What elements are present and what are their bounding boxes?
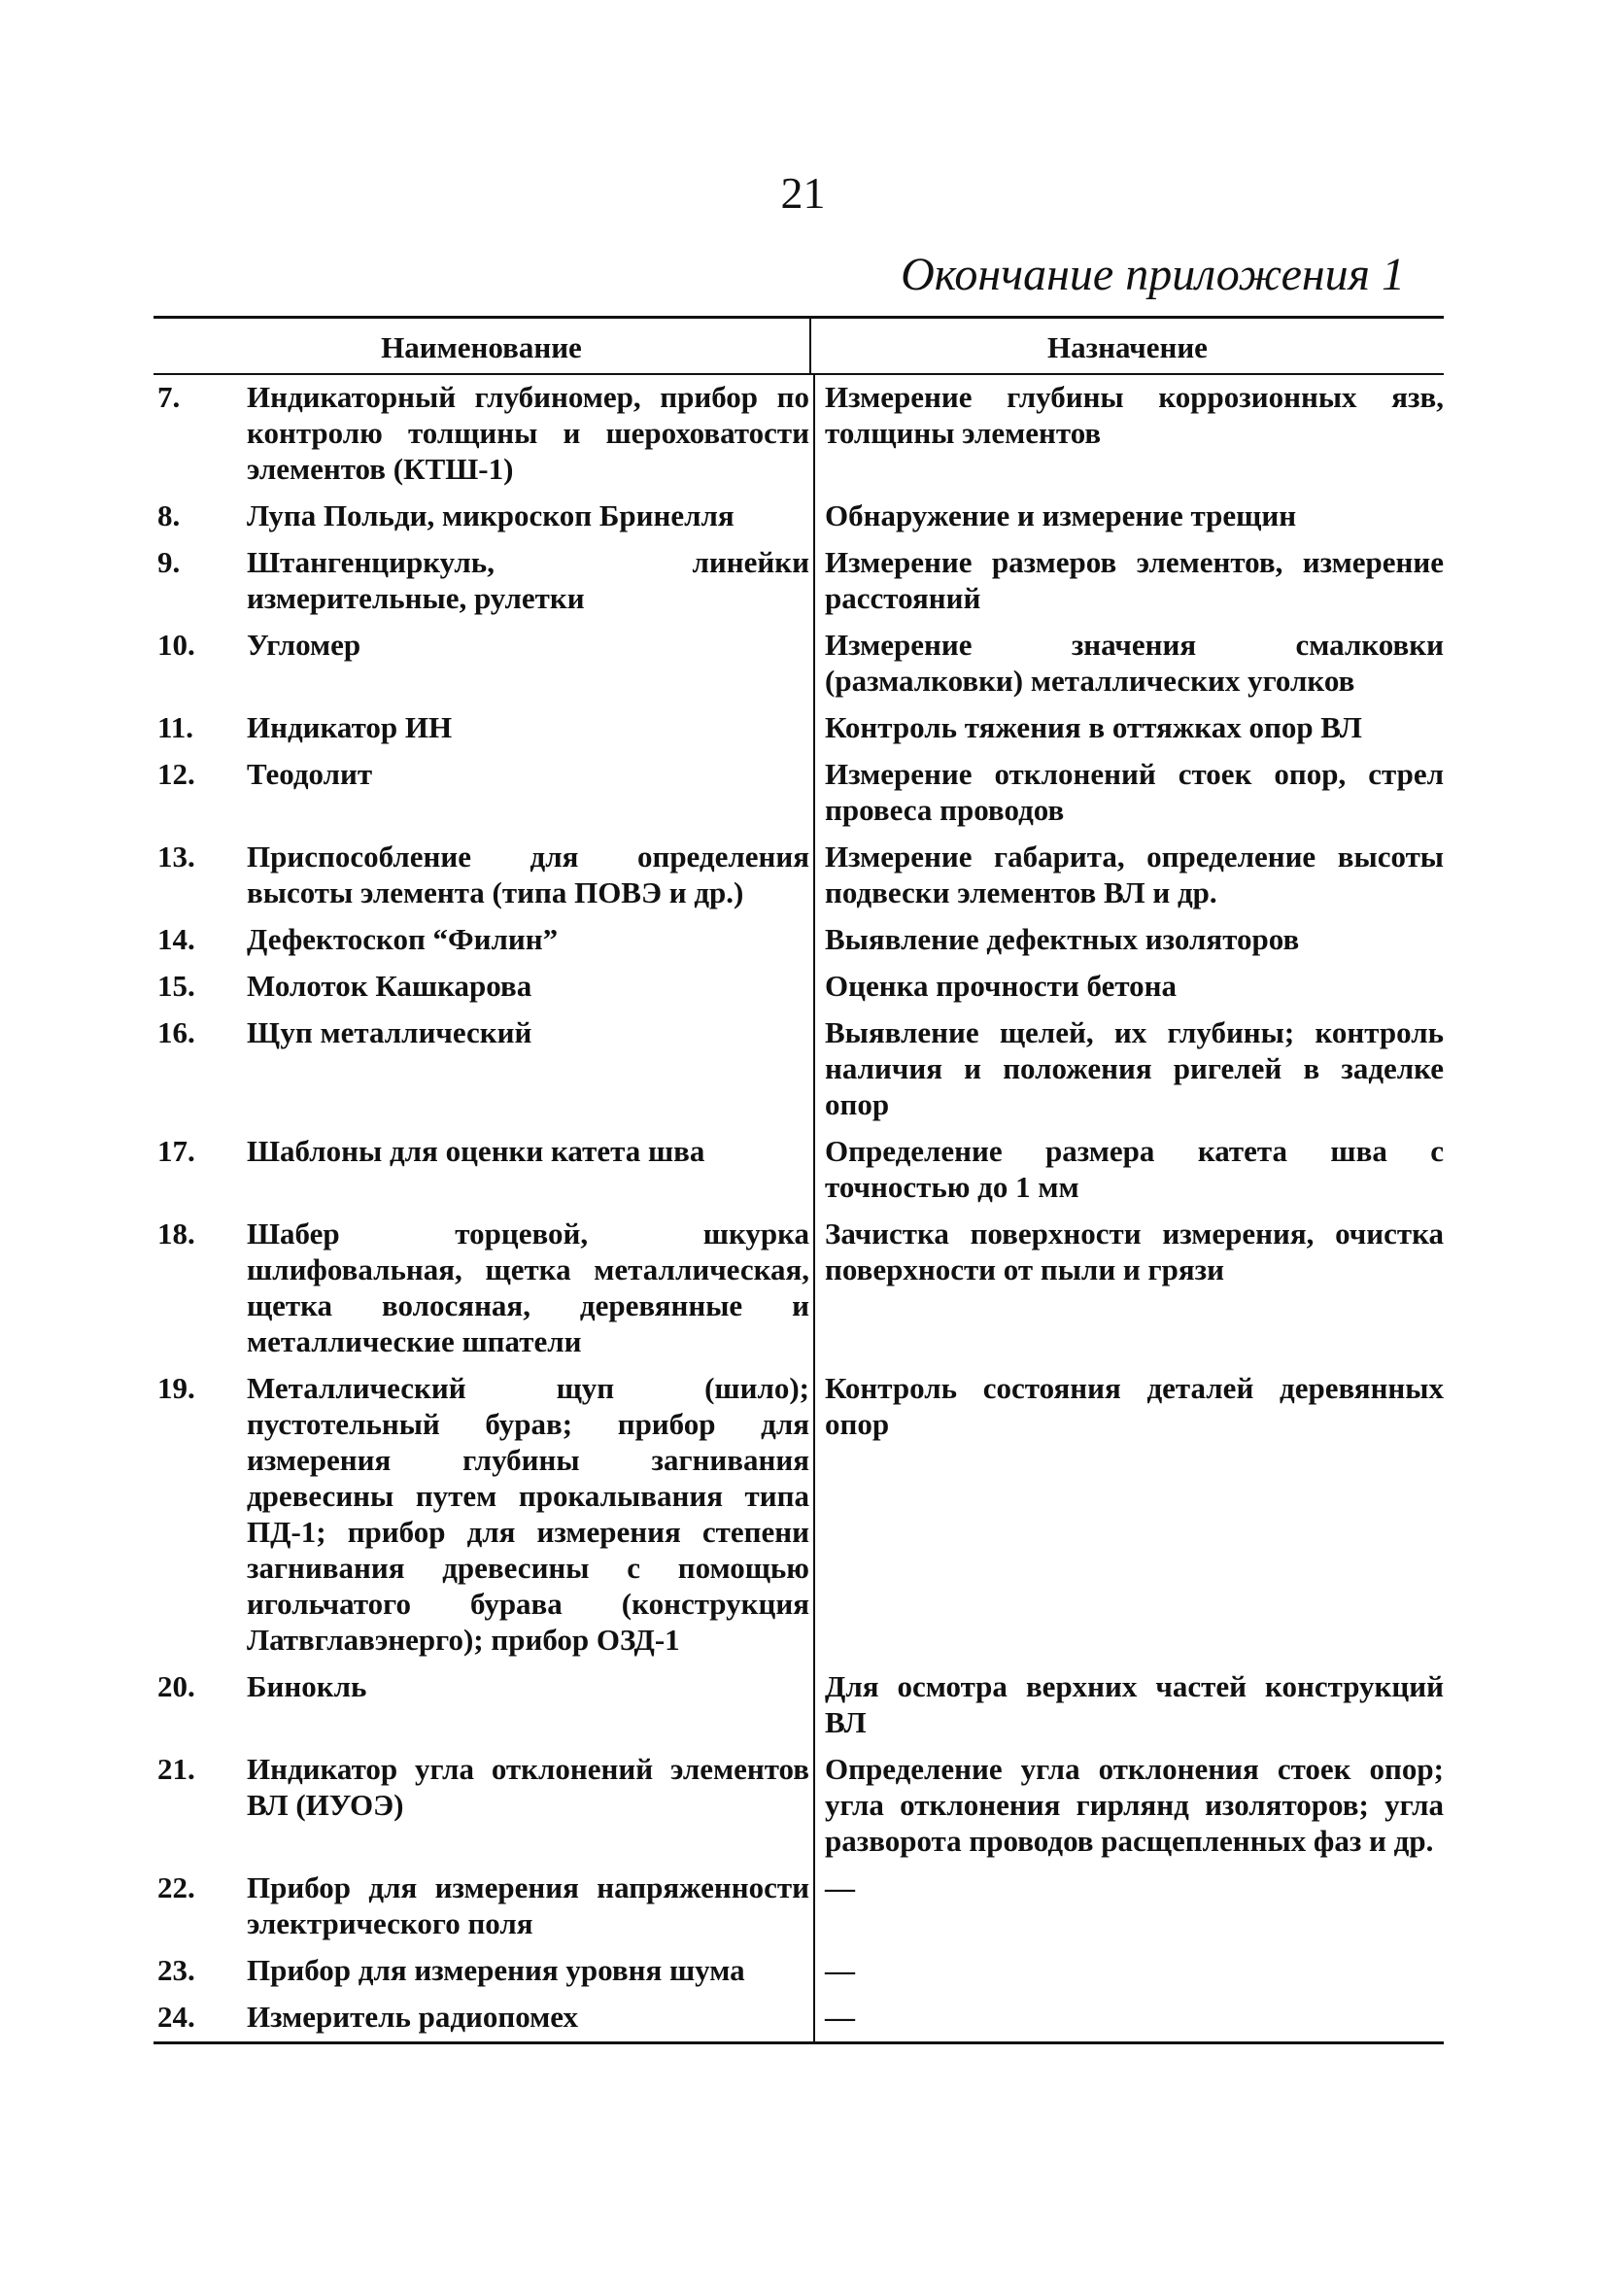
appendix-title: Окончание приложения 1 [901,249,1405,300]
row-name: Угломер [247,623,815,705]
row-purpose: — [825,1870,855,1904]
row-number: 7. [157,380,181,414]
table-row [154,1747,1444,1866]
row-purpose: Обнаружение и измерение трещин [825,498,1297,532]
row-number: 8. [157,498,181,532]
table-row [154,540,1444,623]
table-row [154,1129,1444,1212]
table-body [154,375,1444,2041]
equipment-table [154,316,1444,2044]
row-name: Приспособление для определения высоты элемента (типа ПОВЭ и др.) [247,835,815,917]
row-name: Бинокль [247,1664,815,1747]
table-row [154,705,1444,752]
row-purpose: Выявление щелей, их глубины; контроль наличия и положения ригелей в заделке опор [825,1015,1444,1121]
row-purpose: Измерение отклонений стоек опор, стрел провеса проводов [825,757,1444,827]
row-number: 18. [157,1217,195,1251]
row-name: Индикатор ИН [247,705,815,752]
row-name: Прибор для измерения уровня шума [247,1948,815,1995]
row-purpose: Измерение габарита, определение высоты подвески элементов ВЛ и др. [825,840,1444,909]
row-purpose: Измерение глубины коррозионных язв, толщины элементов [825,380,1444,450]
row-number: 11. [157,710,194,744]
row-purpose: Выявление дефектных изоляторов [825,922,1300,956]
row-name: Молоток Кашкарова [247,964,815,1011]
row-purpose: — [825,1953,855,1987]
row-name: Теодолит [247,752,815,835]
table-row [154,1664,1444,1747]
table-row [154,1866,1444,1948]
row-name: Шаблоны для оценки катета шва [247,1129,815,1212]
row-purpose: Для осмотра верхних частей конструкций ВЛ [825,1669,1444,1739]
table-row [154,375,1444,494]
row-number: 16. [157,1015,195,1049]
row-number: 17. [157,1134,195,1168]
row-number: 23. [157,1953,195,1987]
row-name: Прибор для измерения напряженности электрического поля [247,1866,815,1948]
row-name: Шабер торцевой, шкурка шлифовальная, щетка металлическая, щетка волосяная, деревянные и металлические шпатели [247,1212,815,1366]
row-purpose: Оценка прочности бетона [825,969,1178,1003]
row-name: Металлический щуп (шило); пустотельный бурав; прибор для измерения глубины загнивания древесины путем прокалывания типа ПД-1; прибор для измерения степени загнивания древесины с помощью игольчатого бурава (конструкция Латвглавэнерго); прибор ОЗД-1 [247,1366,815,1664]
table-row [154,623,1444,705]
row-purpose: Контроль состояния деталей деревянных опор [825,1371,1444,1441]
row-name: Индикаторный глубиномер, прибор по контролю толщины и шероховатости элементов (КТШ-1) [247,375,815,494]
row-number: 22. [157,1870,195,1904]
table-row [154,494,1444,540]
row-number: 19. [157,1371,195,1405]
table-row [154,1011,1444,1129]
row-name: Дефектоскоп “Филин” [247,917,815,964]
table-row [154,1366,1444,1664]
row-purpose: Определение размера катета шва с точностью до 1 мм [825,1134,1444,1204]
row-purpose: Контроль тяжения в оттяжках опор ВЛ [825,710,1362,744]
header-name: Наименование [154,317,811,375]
table-row [154,1212,1444,1366]
row-name: Измеритель радиопомех [247,1995,815,2041]
row-number: 14. [157,922,195,956]
row-number: 13. [157,840,195,874]
row-name: Индикатор угла отклонений элементов ВЛ (ИУОЭ) [247,1747,815,1866]
row-purpose: Измерение значения смалковки (размалковки) металлических уголков [825,628,1444,698]
row-number: 15. [157,969,195,1003]
table-row [154,964,1444,1011]
table-header-row [154,319,1444,375]
row-name: Щуп металлический [247,1011,815,1129]
table-row [154,835,1444,917]
row-name: Лупа Польди, микроскоп Бринелля [247,494,815,540]
row-purpose: — [825,2000,855,2034]
row-number: 20. [157,1669,195,1703]
row-purpose: Измерение размеров элементов, измерение расстояний [825,545,1444,615]
header-purpose: Назначение [1047,330,1208,364]
row-purpose: Зачистка поверхности измерения, очистка поверхности от пыли и грязи [825,1217,1444,1286]
table-row [154,752,1444,835]
row-number: 10. [157,628,195,662]
row-name: Штангенциркуль, линейки измерительные, рулетки [247,540,815,623]
table-row [154,1948,1444,1995]
row-purpose: Определение угла отклонения стоек опор; угла отклонения гирлянд изоляторов; угла разворота проводов расщепленных фаз и др. [825,1752,1444,1858]
table-row [154,1995,1444,2041]
table-row [154,917,1444,964]
row-number: 9. [157,545,181,579]
row-number: 24. [157,2000,195,2034]
row-number: 12. [157,757,195,791]
row-number: 21. [157,1752,195,1786]
page-number: 21 [780,168,826,218]
